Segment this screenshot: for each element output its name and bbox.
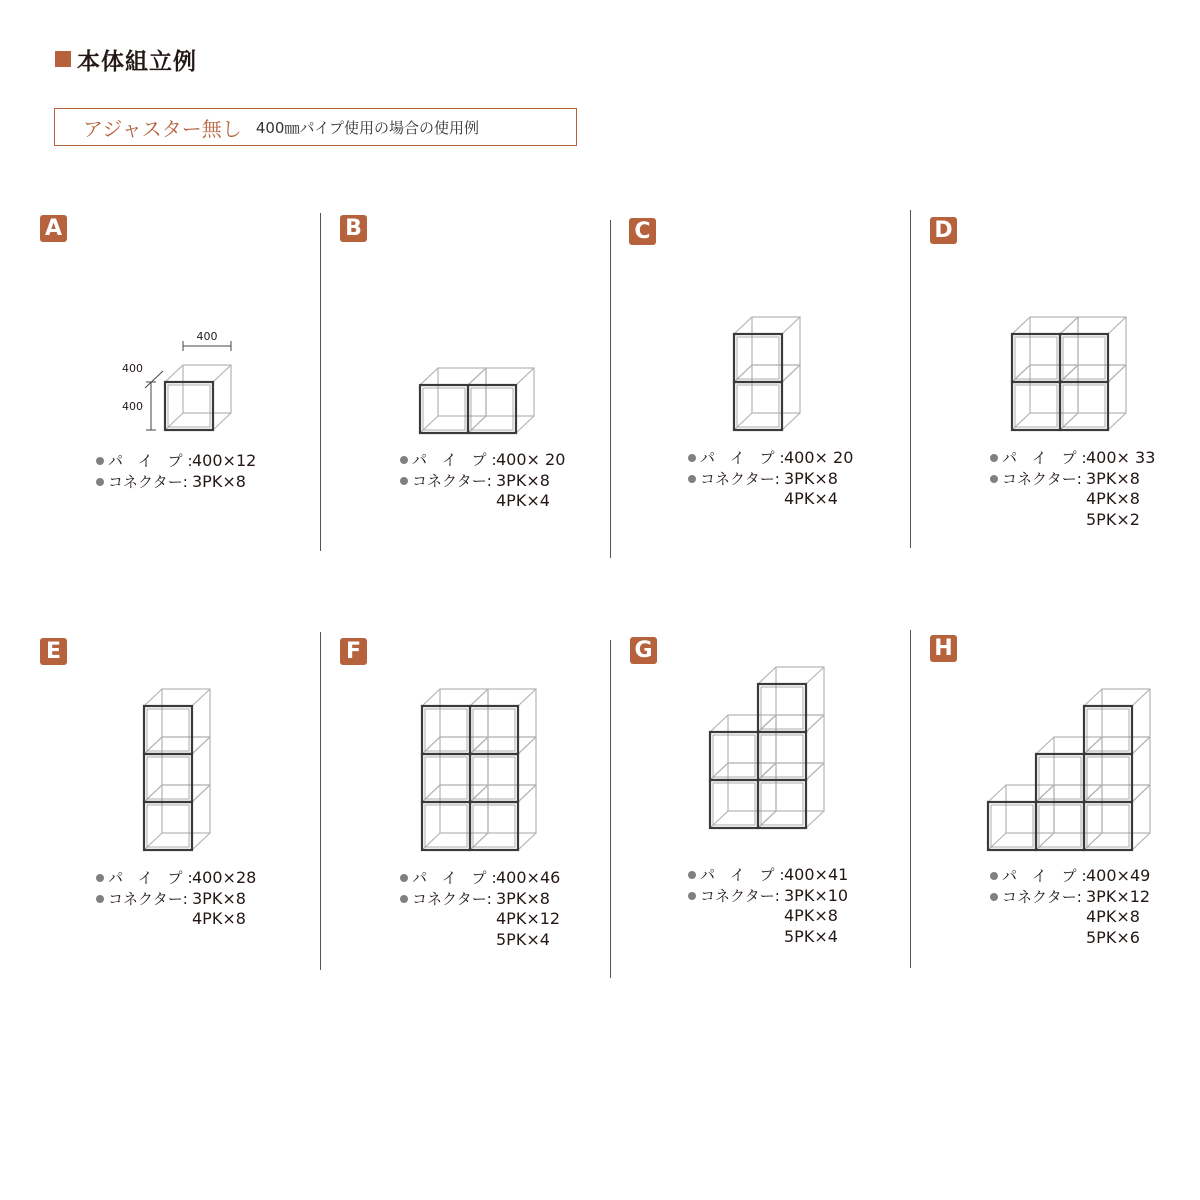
connector-count: 4PK×4 <box>496 491 550 510</box>
bullet-icon <box>96 457 104 465</box>
dimension-width-label: 400 <box>196 330 218 343</box>
pipe-depth-edge <box>518 689 536 706</box>
dimension-depth-label: 400 <box>122 362 143 375</box>
pipe-label: パ イ プ: <box>1002 867 1092 885</box>
bullet-icon <box>990 893 998 901</box>
bullet-icon <box>688 892 696 900</box>
divider <box>320 213 321 551</box>
connector-count: 5PK×6 <box>1086 927 1140 947</box>
pipe-depth-edge <box>1060 317 1078 334</box>
connector-label: コネクター: <box>108 472 188 491</box>
bullet-icon <box>400 477 408 485</box>
example-badge-g: G <box>630 637 657 664</box>
cube-figure-c <box>690 300 930 440</box>
pipe-label: パ イ プ: <box>108 452 198 470</box>
connector-count: 3PK×8 <box>784 468 838 488</box>
pipe-label: パ イ プ: <box>1002 449 1092 467</box>
pipe-depth-edge <box>144 689 162 706</box>
example-badge-d: D <box>930 217 957 244</box>
pipe-label: パ イ プ: <box>412 451 502 469</box>
cube-figure-h <box>984 690 1200 870</box>
connector-count: 3PK×8 <box>192 471 246 491</box>
pipe-depth-edge <box>710 715 728 732</box>
subtitle-main: アジャスター無し <box>83 116 242 141</box>
pipe-label: パ イ プ: <box>412 869 502 887</box>
pipe-label: パ イ プ: <box>108 869 198 887</box>
pipe-depth-edge <box>518 833 536 850</box>
connector-label: コネクター: <box>700 886 780 905</box>
pipe-depth-edge <box>988 785 1006 802</box>
cube-figure-d <box>990 300 1200 440</box>
pipe-count: 400× 33 <box>1086 448 1156 467</box>
heading-square-icon <box>55 51 71 67</box>
bullet-icon <box>400 895 408 903</box>
connector-count: 3PK×8 <box>496 888 550 908</box>
bullet-icon <box>688 871 696 879</box>
heading-title: 本体組立例 <box>77 48 197 75</box>
bullet-icon <box>400 874 408 882</box>
dimension-height-label: 400 <box>122 400 143 413</box>
pipe-depth-edge <box>806 763 824 780</box>
example-badge-e: E <box>40 638 67 665</box>
specs-f <box>400 868 560 950</box>
connector-count: 4PK×8 <box>192 909 246 928</box>
specs-b <box>400 450 565 512</box>
pipe-depth-edge <box>420 368 438 385</box>
pipe-depth-edge <box>518 785 536 802</box>
pipe-depth-edge <box>422 689 440 706</box>
pipe-depth-edge <box>782 413 800 430</box>
example-badge-h: H <box>930 635 957 662</box>
connector-label: コネクター: <box>412 471 492 490</box>
connector-count: 5PK×4 <box>784 926 838 946</box>
pipe-depth-edge <box>734 317 752 334</box>
pipe-count: 400×49 <box>1086 866 1151 885</box>
pipe-depth-edge <box>1132 689 1150 706</box>
connector-count: 4PK×4 <box>784 489 838 508</box>
subtitle-box <box>54 108 577 146</box>
specs-g <box>688 865 848 947</box>
pipe-label: パ イ プ: <box>700 866 790 884</box>
pipe-depth-edge <box>468 368 486 385</box>
pipe-depth-edge <box>806 715 824 732</box>
connector-count: 4PK×12 <box>496 909 561 928</box>
pipe-depth-edge <box>192 785 210 802</box>
pipe-depth-edge <box>1132 833 1150 850</box>
example-badge-b: B <box>340 215 367 242</box>
connector-count: 3PK×8 <box>1086 468 1140 488</box>
example-badge-a: A <box>40 215 67 242</box>
pipe-depth-edge <box>518 737 536 754</box>
pipe-depth-edge <box>1132 785 1150 802</box>
pipe-depth-edge <box>192 689 210 706</box>
specs-d <box>990 448 1155 530</box>
pipe-count: 400× 20 <box>784 448 854 467</box>
pipe-depth-edge <box>470 689 488 706</box>
pipe-count: 400× 20 <box>496 450 566 469</box>
specs-e <box>96 868 256 930</box>
pipe-depth-edge <box>1084 689 1102 706</box>
pipe-depth-edge <box>1108 413 1126 430</box>
connector-count: 5PK×2 <box>1086 509 1140 529</box>
pipe-depth-edge <box>758 667 776 684</box>
pipe-count: 400×28 <box>192 868 257 887</box>
pipe-depth-edge <box>1132 737 1150 754</box>
connector-label: コネクター: <box>1002 469 1082 488</box>
specs-c <box>688 448 853 510</box>
bullet-icon <box>990 454 998 462</box>
pipe-depth-edge <box>806 667 824 684</box>
connector-count: 5PK×4 <box>496 929 550 949</box>
bullet-icon <box>96 895 104 903</box>
pipe-depth-edge <box>516 368 534 385</box>
cube-figure-e <box>140 690 380 870</box>
bullet-icon <box>990 475 998 483</box>
specs-a <box>96 451 256 492</box>
connector-count: 3PK×12 <box>1086 886 1151 906</box>
section-heading <box>55 44 197 74</box>
example-badge-c: C <box>629 218 656 245</box>
connector-label: コネクター: <box>412 889 492 908</box>
pipe-depth-edge <box>213 413 231 430</box>
connector-count: 4PK×8 <box>1086 489 1140 508</box>
cube-figure-g <box>706 690 946 870</box>
pipe-depth-edge <box>782 365 800 382</box>
pipe-depth-edge <box>806 811 824 828</box>
subtitle-note: 400㎜パイプ使用の場合の使用例 <box>255 118 479 137</box>
pipe-depth-edge <box>516 416 534 433</box>
specs-h <box>990 866 1150 948</box>
pipe-depth-edge <box>1108 365 1126 382</box>
pipe-depth-edge <box>1012 317 1030 334</box>
bullet-icon <box>400 456 408 464</box>
pipe-depth-edge <box>1108 317 1126 334</box>
connector-count: 3PK×8 <box>192 888 246 908</box>
pipe-depth-edge <box>192 833 210 850</box>
connector-label: コネクター: <box>1002 887 1082 906</box>
bullet-icon <box>990 872 998 880</box>
connector-count: 4PK×8 <box>1086 907 1140 926</box>
bullet-icon <box>96 478 104 486</box>
pipe-depth-edge <box>213 365 231 382</box>
cube-figure-a <box>95 315 295 455</box>
cube-figure-f <box>418 690 658 870</box>
pipe-depth-edge <box>1036 737 1054 754</box>
bullet-icon <box>96 874 104 882</box>
example-badge-f: F <box>340 638 367 665</box>
cube-figure-b <box>400 305 640 445</box>
connector-label: コネクター: <box>700 469 780 488</box>
bullet-icon <box>688 475 696 483</box>
pipe-depth-edge <box>782 317 800 334</box>
pipe-count: 400×46 <box>496 868 561 887</box>
dimension-line <box>145 371 163 388</box>
pipe-count: 400×12 <box>192 451 257 470</box>
bullet-icon <box>688 454 696 462</box>
pipe-depth-edge <box>165 365 183 382</box>
connector-count: 4PK×8 <box>784 906 838 925</box>
pipe-count: 400×41 <box>784 865 849 884</box>
connector-count: 3PK×8 <box>496 470 550 490</box>
pipe-depth-edge <box>192 737 210 754</box>
pipe-label: パ イ プ: <box>700 449 790 467</box>
connector-label: コネクター: <box>108 889 188 908</box>
connector-count: 3PK×10 <box>784 885 849 905</box>
